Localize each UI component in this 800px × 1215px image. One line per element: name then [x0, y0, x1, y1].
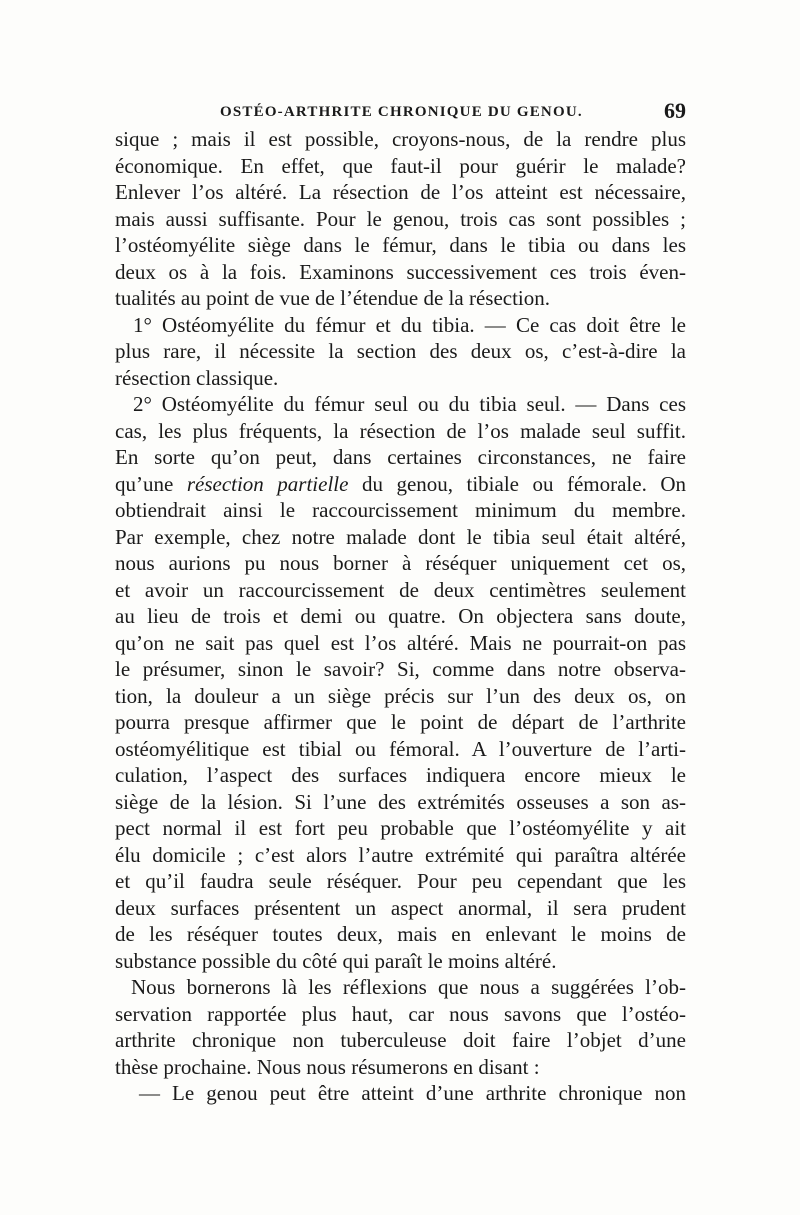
text-line: l’ostéomyélite siège dans le fémur, dans le tibia ou dans les	[115, 233, 686, 257]
text-line: thèse prochaine. Nous nous résumerons en disant :	[115, 1054, 540, 1079]
page-number: 69	[664, 98, 686, 123]
text-line: tualités au point de vue de l’étendue de la résection.	[115, 286, 551, 310]
text-line-mixed	[115, 471, 686, 498]
text-line: Nous bornerons là les réflexions que nous a suggérées l’ob-	[131, 975, 686, 999]
text-line: résection classique.	[115, 365, 279, 390]
italic-term: résection partielle	[186, 471, 349, 496]
text-line: deux surfaces présentent un aspect anormal, il sera prudent	[115, 895, 686, 920]
text-line: — Le genou peut être atteint d’une arthrite chronique non	[139, 1081, 686, 1105]
text-line: au lieu de trois et demi ou quatre. On objectera sans doute,	[115, 604, 686, 628]
text-line: pourra presque affirmer que le point de départ de l’arthrite	[115, 710, 686, 734]
text-line: substance possible du côté qui paraît le moins altéré.	[115, 948, 557, 973]
text-line: élu domicile ; c’est alors l’autre extrémité qui paraîtra altérée	[115, 842, 686, 867]
text-fragment: du genou, tibiale ou fémorale. On	[361, 471, 686, 496]
text-line: tion, la douleur a un siège précis sur l’un des deux os, on	[115, 683, 686, 708]
page-body	[115, 126, 686, 1107]
text-line: plus rare, il nécessite la section des deux os, c’est-à-dire la	[115, 339, 686, 363]
text-line: servation rapportée plus haut, car nous savons que l’ostéo-	[115, 1001, 686, 1026]
text-line: cas, les plus fréquents, la résection de l’os malade seul suffit.	[115, 418, 686, 443]
text-line: 2° Ostéomyélite du fémur seul ou du tibia seul. — Dans ces	[133, 392, 686, 416]
text-line: qu’on ne sait pas quel est l’os altéré. Mais ne pourrait-on pas	[115, 630, 686, 655]
text-line: pect normal il est fort peu probable que l’ostéomyélite y ait	[115, 816, 686, 840]
text-line: mais aussi suffisante. Pour le genou, trois cas sont possibles ;	[115, 206, 686, 231]
text-line: deux os à la fois. Examinons successivement ces trois éven-	[115, 259, 686, 284]
text-line: En sorte qu’on peut, dans certaines circonstances, ne faire	[115, 445, 686, 469]
text-fragment: qu’une	[115, 471, 174, 496]
text-line: économique. En effet, que faut-il pour guérir le malade?	[115, 153, 686, 178]
text-line: siège de la lésion. Si l’une des extrémités osseuses a son as-	[115, 789, 686, 814]
text-line: nous aurions pu nous borner à réséquer uniquement cet os,	[115, 551, 686, 575]
text-line: de les réséquer toutes deux, mais en enlevant le moins de	[115, 922, 686, 946]
text-line: et qu’il faudra seule réséquer. Pour peu cependant que les	[115, 869, 686, 893]
running-title: OSTÉO-ARTHRITE CHRONIQUE DU GENOU.	[220, 104, 583, 120]
text-line: le présumer, sinon le savoir? Si, comme dans notre observa-	[115, 657, 686, 681]
text-line: culation, l’aspect des surfaces indiquera encore mieux le	[115, 763, 686, 787]
running-header	[112, 88, 688, 124]
text-line: 1° Ostéomyélite du fémur et du tibia. — Ce cas doit être le	[133, 312, 686, 337]
text-line: Enlever l’os altéré. La résection de l’os atteint est nécessaire,	[115, 180, 686, 204]
text-line: sique ; mais il est possible, croyons-nous, de la rendre plus	[115, 127, 686, 151]
text-line: obtiendrait ainsi le raccourcissement minimum du membre.	[115, 498, 686, 522]
text-line: ostéomyélitique est tibial ou fémoral. A l’ouverture de l’arti-	[115, 736, 686, 761]
text-line: arthrite chronique non tuberculeuse doit faire l’objet d’une	[115, 1028, 686, 1052]
text-line: Par exemple, chez notre malade dont le tibia seul était altéré,	[115, 524, 686, 549]
text-line: et avoir un raccourcissement de deux centimètres seulement	[115, 577, 686, 602]
